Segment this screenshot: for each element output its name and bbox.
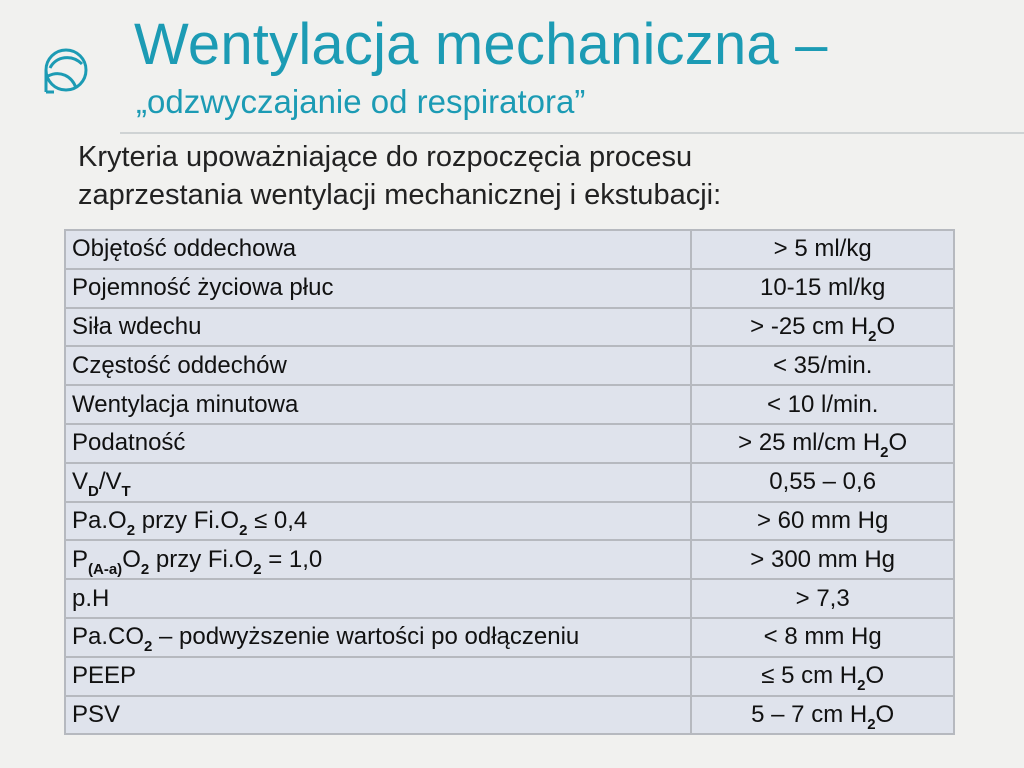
value-cell xyxy=(691,696,954,735)
subscript: 2 xyxy=(253,560,262,578)
cell-text: > 5 ml/kg xyxy=(773,235,872,263)
cell-text: PSV xyxy=(72,700,121,728)
cell-text: O xyxy=(876,312,896,340)
table-row xyxy=(65,269,954,308)
cell-text: PEEP xyxy=(72,662,137,690)
cell-text: Pa.O xyxy=(72,506,127,534)
cell-text: O xyxy=(122,545,141,573)
table-row xyxy=(65,230,954,269)
cell-text: 0,55 – 0,6 xyxy=(769,468,877,496)
intro-text xyxy=(78,138,721,214)
cell-text: Podatność xyxy=(72,429,186,457)
cell-text: > 25 ml/cm H xyxy=(738,429,881,457)
criteria-table xyxy=(64,229,955,735)
cell-text: przy Fi.O xyxy=(149,545,254,573)
cell-text: > 300 mm Hg xyxy=(750,545,896,573)
table-row xyxy=(65,540,954,579)
cell-text: < 35/min. xyxy=(772,351,873,379)
subscript: 2 xyxy=(868,327,877,345)
circle-leaf-logo-icon xyxy=(38,42,94,102)
cell-text: Pa.CO xyxy=(72,623,145,651)
cell-text: 10-15 ml/kg xyxy=(759,274,886,302)
value-cell xyxy=(691,540,954,579)
criterion-cell xyxy=(65,230,691,269)
cell-text: ≤ 5 cm H xyxy=(761,662,858,690)
value-cell xyxy=(691,308,954,347)
criterion-cell xyxy=(65,269,691,308)
criterion-cell xyxy=(65,657,691,696)
cell-text: – podwyższenie wartości po odłączeniu xyxy=(152,623,580,651)
cell-text: /V xyxy=(98,468,122,496)
criterion-cell xyxy=(65,463,691,502)
subscript: 2 xyxy=(239,521,248,539)
intro-line-2: zaprzestania wentylacji mechanicznej i ekstubacji: xyxy=(78,179,722,211)
value-cell xyxy=(691,657,954,696)
table-row xyxy=(65,696,954,735)
slide-subtitle: „odzwyczajanie od respiratora” xyxy=(136,83,586,120)
cell-text: < 10 l/min. xyxy=(766,390,879,418)
criteria-table-body xyxy=(65,230,954,734)
table-row xyxy=(65,463,954,502)
cell-text: O xyxy=(865,662,885,690)
criterion-cell xyxy=(65,385,691,424)
cell-text: V xyxy=(72,468,89,496)
table-row xyxy=(65,385,954,424)
cell-text: p.H xyxy=(72,584,110,612)
subscript: 2 xyxy=(880,444,889,462)
subscript: 2 xyxy=(144,638,153,656)
value-cell xyxy=(691,579,954,618)
slide-title: Wentylacja mechaniczna – xyxy=(134,12,828,77)
criterion-cell xyxy=(65,308,691,347)
cell-text: Pojemność życiowa płuc xyxy=(72,274,334,302)
criterion-cell xyxy=(65,696,691,735)
intro-line-1: Kryteria upoważniające do rozpoczęcia procesu xyxy=(78,141,693,173)
cell-text: Częstość oddechów xyxy=(72,351,287,379)
criterion-cell xyxy=(65,502,691,541)
value-cell xyxy=(691,346,954,385)
criterion-cell xyxy=(65,618,691,657)
cell-text: P xyxy=(72,545,89,573)
title-divider xyxy=(120,132,1024,134)
cell-text: > 7,3 xyxy=(795,584,850,612)
cell-text: Siła wdechu xyxy=(72,312,202,340)
subscript: T xyxy=(121,483,131,501)
cell-text: O xyxy=(888,429,908,457)
table-row xyxy=(65,308,954,347)
criterion-cell xyxy=(65,346,691,385)
table-row xyxy=(65,502,954,541)
value-cell xyxy=(691,502,954,541)
criterion-cell xyxy=(65,579,691,618)
table-row xyxy=(65,579,954,618)
cell-text: O xyxy=(875,700,895,728)
cell-text: Wentylacja minutowa xyxy=(72,390,299,418)
criterion-cell xyxy=(65,424,691,463)
cell-text: < 8 mm Hg xyxy=(763,623,882,651)
subscript: 2 xyxy=(126,521,136,539)
cell-text: przy Fi.O xyxy=(135,506,240,534)
table-row xyxy=(65,424,954,463)
subscript: 2 xyxy=(857,677,866,695)
value-cell xyxy=(691,269,954,308)
cell-text: > 60 mm Hg xyxy=(756,506,889,534)
subscript: 2 xyxy=(140,560,150,578)
value-cell xyxy=(691,385,954,424)
cell-text: ≤ 0,4 xyxy=(247,506,308,534)
cell-text: > -25 cm H xyxy=(750,312,869,340)
cell-text: Objętość oddechowa xyxy=(72,235,297,263)
value-cell xyxy=(691,618,954,657)
cell-text: 5 – 7 cm H xyxy=(751,700,868,728)
subscript: D xyxy=(88,483,99,501)
value-cell xyxy=(691,424,954,463)
cell-text: = 1,0 xyxy=(261,545,323,573)
table-row xyxy=(65,346,954,385)
subscript: 2 xyxy=(867,715,876,733)
table-row xyxy=(65,657,954,696)
value-cell xyxy=(691,463,954,502)
subscript: (A-a) xyxy=(88,560,123,578)
value-cell xyxy=(691,230,954,269)
criterion-cell xyxy=(65,540,691,579)
table-row xyxy=(65,618,954,657)
